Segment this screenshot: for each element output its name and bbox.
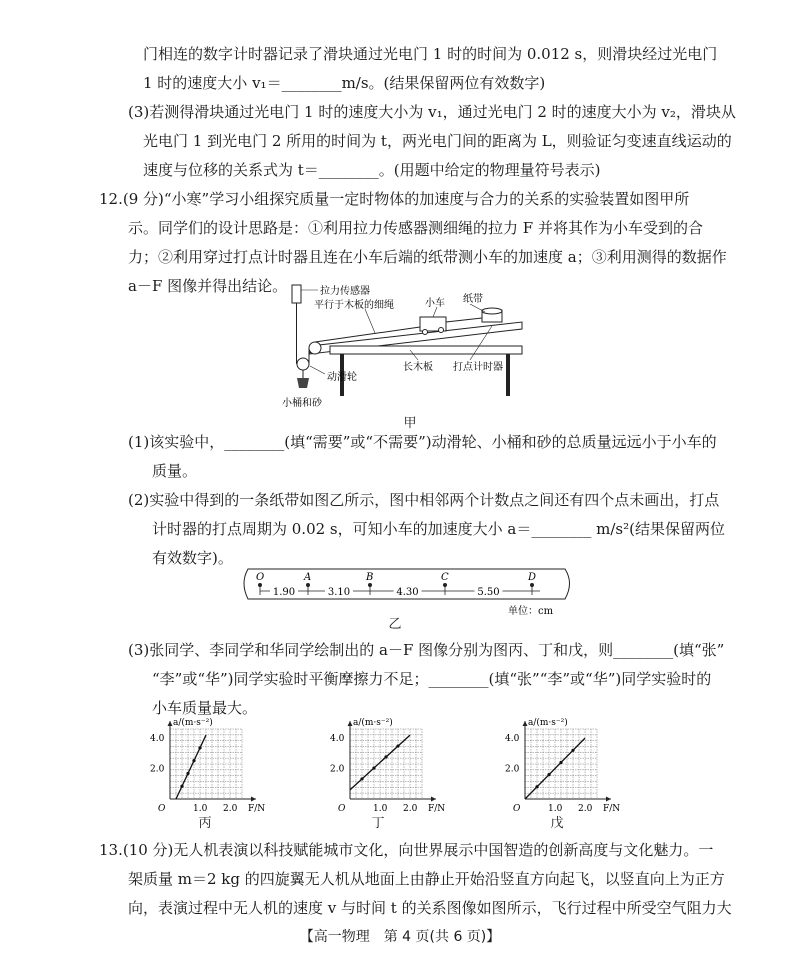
cart-label: 小车 xyxy=(425,298,445,309)
data-point xyxy=(547,773,550,776)
graph-wu-caption: 戊 xyxy=(550,816,564,831)
data-point xyxy=(535,785,538,788)
y-tick-label: 2.0 xyxy=(150,764,165,775)
origin-label: O xyxy=(158,804,166,813)
y-axis-label: a/(m·s⁻²) xyxy=(173,718,213,728)
text-line: 力；②利用穿过打点计时器且连在小车后端的纸带测小车的加速度 a；③利用测得的数据作 xyxy=(128,248,727,266)
x-tick-label: 1.0 xyxy=(548,804,563,813)
question-12-heading: 12.(9 分)“小寒”学习小组探究质量一定时物体的加速度与合力的关系的实验装置如图甲所 xyxy=(99,190,690,208)
origin-label: O xyxy=(338,804,346,813)
page-footer: 【高一物理 第 4 页(共 6 页)】 xyxy=(299,929,501,945)
y-tick-label: 4.0 xyxy=(150,734,165,745)
question-13-heading: 13.(10 分)无人机表演以科技赋能城市文化，向世界展示中国智造的创新高度与文化魅力。一 xyxy=(99,841,714,859)
count-point xyxy=(258,583,262,587)
tape-unit: 单位：cm xyxy=(508,606,554,617)
graph-bing xyxy=(140,715,270,813)
data-point xyxy=(571,749,574,752)
graph-ding xyxy=(320,715,450,813)
data-point xyxy=(186,772,189,775)
point-label: O xyxy=(256,572,265,583)
paper-tape-figure xyxy=(240,563,580,617)
data-point xyxy=(192,759,195,762)
text-line: 示。同学们的设计思路是：①利用拉力传感器测细绳的拉力 F 并将其作为小车受到的合 xyxy=(128,219,703,237)
count-point xyxy=(368,583,372,587)
text-line: 向，表演过程中无人机的速度 v 与时间 t 的关系图像如图所示，飞行过程中所受空气阻力大 xyxy=(128,899,732,917)
figure-yi-caption: 乙 xyxy=(388,617,402,632)
fit-line xyxy=(176,735,206,799)
x-axis-label: F/N xyxy=(603,804,621,813)
text-line: 有效数字)。 xyxy=(152,549,233,567)
y-tick-label: 4.0 xyxy=(505,734,520,745)
bucket-label: 小桶和砂 xyxy=(282,398,322,409)
text-line: 小车质量最大。 xyxy=(152,699,258,717)
y-tick-label: 2.0 xyxy=(505,764,520,775)
text-line: 架质量 m＝2 kg 的四旋翼无人机从地面上由静止开始沿竖直方向起飞，以竖直向上为正方 xyxy=(128,870,725,888)
graph-wu xyxy=(495,715,625,813)
text-line: (2)实验中得到的一条纸带如图乙所示，图中相邻两个计数点之间还有四个点未画出，打点 xyxy=(128,491,720,509)
text-line: a－F 图像并得出结论。 xyxy=(128,277,288,295)
text-line: 质量。 xyxy=(152,462,198,480)
count-point xyxy=(306,583,310,587)
text-line: 计时器的打点周期为 0.02 s，可知小车的加速度大小 a＝________ m/s²(结果保留两位 xyxy=(152,520,725,538)
count-point xyxy=(530,583,534,587)
graph-ding-caption: 丁 xyxy=(371,816,385,831)
distance-label: 5.50 xyxy=(477,587,500,598)
text-line: 光电门 1 到光电门 2 所用的时间为 t，两光电门间的距离为 L，则验证匀变速直线运动的 xyxy=(143,132,732,150)
data-point xyxy=(559,761,562,764)
data-point xyxy=(384,755,387,758)
x-axis-label: F/N xyxy=(248,804,266,813)
tape-label: 纸带 xyxy=(463,294,483,305)
apparatus-figure xyxy=(270,282,530,422)
distance-label: 1.90 xyxy=(272,587,296,598)
pulley-label: 动滑轮 xyxy=(327,372,357,383)
data-point xyxy=(180,785,183,788)
distance-label: 4.30 xyxy=(396,587,419,598)
data-point xyxy=(372,766,375,769)
y-axis-label: a/(m·s⁻²) xyxy=(353,718,393,728)
text-line: “李”或“华”)同学实验时平衡摩擦力不足；________(填“张”“李”或“华”)同学实验时的 xyxy=(152,670,712,688)
rope-label: 平行于木板的细绳 xyxy=(314,300,394,311)
sensor-label: 拉力传感器 xyxy=(320,286,370,297)
y-tick-label: 4.0 xyxy=(330,734,345,745)
text-line: 1 时的速度大小 v₁＝________m/s。(结果保留两位有效数字) xyxy=(143,74,546,92)
data-point xyxy=(360,777,363,780)
text-line: (3)若测得滑块通过光电门 1 时的速度大小为 v₁，通过光电门 2 时的速度大小为 v₂，滑块从 xyxy=(128,103,736,121)
text-line: (3)张同学、李同学和华同学绘制出的 a－F 图像分别为图丙、丁和戊，则________(填“张” xyxy=(128,641,725,659)
table-top xyxy=(330,346,522,354)
point-label: C xyxy=(441,572,449,583)
x-tick-label: 1.0 xyxy=(193,804,208,813)
x-tick-label: 2.0 xyxy=(403,804,418,813)
data-point xyxy=(198,746,201,749)
y-tick-label: 2.0 xyxy=(330,764,345,775)
graph-grid xyxy=(350,729,422,799)
point-label: A xyxy=(304,572,312,583)
point-label: B xyxy=(366,572,374,583)
x-tick-label: 2.0 xyxy=(578,804,593,813)
distance-label: 3.10 xyxy=(327,587,351,598)
timer-label: 打点计时器 xyxy=(453,362,503,373)
point-label: D xyxy=(528,572,537,583)
count-point xyxy=(443,583,447,587)
moving-pulley xyxy=(297,358,309,370)
y-axis-label: a/(m·s⁻²) xyxy=(528,718,568,728)
bucket xyxy=(297,378,309,388)
data-point xyxy=(396,744,399,747)
text-line: 速度与位移的关系式为 t＝________。(用题中给定的物理量符号表示) xyxy=(143,161,601,179)
x-tick-label: 2.0 xyxy=(223,804,238,813)
text-line: (1)该实验中，________(填“需要”或“不需要”)动滑轮、小桶和砂的总质量远远小于小车的 xyxy=(128,433,717,451)
origin-label: O xyxy=(513,804,521,813)
graph-bing-caption: 丙 xyxy=(198,816,212,831)
force-sensor xyxy=(292,285,301,303)
board-label: 长木板 xyxy=(403,362,433,373)
x-tick-label: 1.0 xyxy=(373,804,388,813)
figure-jia-caption: 甲 xyxy=(403,416,417,431)
text-line: 门相连的数字计时器记录了滑块通过光电门 1 时的时间为 0.012 s，则滑块经过光电门 xyxy=(143,45,718,63)
x-axis-label: F/N xyxy=(428,804,446,813)
